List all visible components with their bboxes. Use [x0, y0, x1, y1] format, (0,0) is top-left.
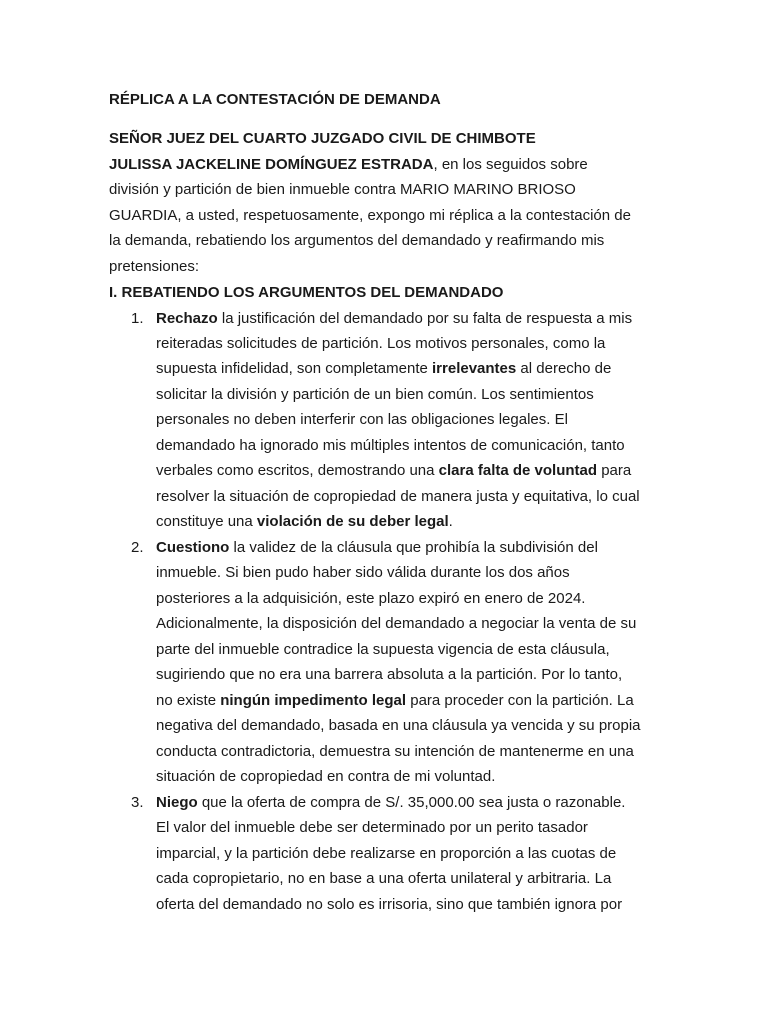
list-item-number: 2.: [131, 539, 144, 556]
item1-line-1: Rechazo la justificación del demandado por su falta de respuesta a mis: [156, 310, 633, 327]
item1-line-6: demandado ha ignorado mis múltiples intentos de comunicación, tanto: [156, 437, 625, 454]
list-item-number: 3.: [131, 794, 144, 811]
item2-line-10: situación de copropiedad en contra de mi voluntad.: [156, 768, 496, 785]
intro-line-4: la demanda, rebatiendo los argumentos del demandado y reafirmando mis: [109, 232, 605, 249]
item1-line-8: resolver la situación de copropiedad de manera justa y equitativa, lo cual: [156, 488, 640, 505]
item1-line-4: solicitar la división y partición de un bien común. Los sentimientos: [156, 386, 594, 403]
item2-line-7: no existe ningún impedimento legal para proceder con la partición. La: [156, 692, 634, 709]
intro-line-2: división y partición de bien inmueble contra MARIO MARINO BRIOSO: [109, 181, 576, 198]
addressee-line: SEÑOR JUEZ DEL CUARTO JUZGADO CIVIL DE CHIMBOTE: [109, 130, 536, 147]
item2-line-4: Adicionalmente, la disposición del demandado a negociar la venta de su: [156, 615, 637, 632]
item3-line-1: Niego que la oferta de compra de S/. 35,000.00 sea justa o razonable.: [156, 794, 626, 811]
list-item-number: 1.: [131, 310, 144, 327]
item3-line-2: El valor del inmueble debe ser determinado por un perito tasador: [156, 819, 588, 836]
item1-line-5: personales no deben interferir con las obligaciones legales. El: [156, 411, 568, 428]
item3-line-5: oferta del demandado no solo es irrisoria, sino que también ignora por: [156, 896, 623, 913]
intro-line-1: JULISSA JACKELINE DOMÍNGUEZ ESTRADA, en los seguidos sobre: [109, 156, 588, 173]
item1-line-2: reiteradas solicitudes de partición. Los motivos personales, como la: [156, 335, 606, 352]
item2-line-9: conducta contradictoria, demuestra su intención de mantenerme en una: [156, 743, 634, 760]
item2-line-6: sugiriendo que no era una barrera absoluta a la partición. Por lo tanto,: [156, 666, 623, 683]
intro-line-5: pretensiones:: [109, 258, 200, 275]
item1-line-7: verbales como escritos, demostrando una clara falta de voluntad para: [156, 462, 632, 479]
item2-line-3: posteriores a la adquisición, este plazo expiró en enero de 2024.: [156, 590, 586, 607]
item2-line-5: parte del inmueble contradice la supuesta vigencia de esta cláusula,: [156, 641, 610, 658]
intro-line-3: GUARDIA, a usted, respetuosamente, expongo mi réplica a la contestación de: [109, 207, 631, 224]
item2-line-1: Cuestiono la validez de la cláusula que prohibía la subdivisión del: [156, 539, 598, 556]
item2-line-2: inmueble. Si bien pudo haber sido válida durante los dos años: [156, 564, 570, 581]
item2-line-8: negativa del demandado, basada en una cláusula ya vencida y su propia: [156, 717, 641, 734]
section-heading: I. REBATIENDO LOS ARGUMENTOS DEL DEMANDADO: [109, 284, 504, 301]
plaintiff-name: JULISSA JACKELINE DOMÍNGUEZ ESTRADA: [109, 156, 434, 173]
item1-line-3: supuesta infidelidad, son completamente irrelevantes al derecho de: [156, 360, 612, 377]
document-title: RÉPLICA A LA CONTESTACIÓN DE DEMANDA: [109, 91, 441, 108]
item3-line-3: imparcial, y la partición debe realizarse en proporción a las cuotas de: [156, 845, 617, 862]
item1-line-9: constituye una violación de su deber legal.: [156, 513, 453, 530]
item3-line-4: cada copropietario, no en base a una oferta unilateral y arbitraria. La: [156, 870, 612, 887]
